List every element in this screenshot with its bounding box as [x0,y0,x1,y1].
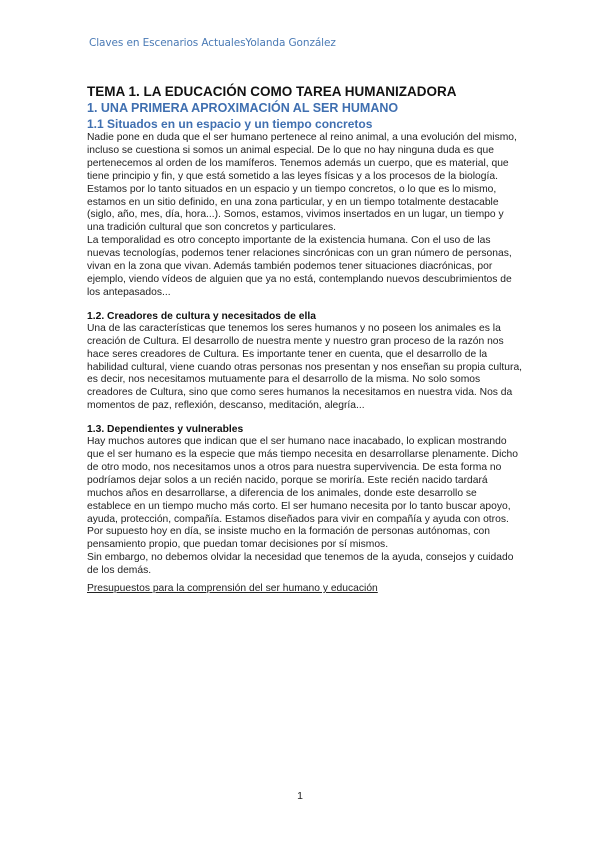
page-number: 1 [297,790,303,802]
paragraph: Una de las características que tenemos los seres humanos y no poseen los animales es la creación de Cultura. El desarrollo de nuestra mente y nuestro gran proceso de la razón nos hace seres creadores de Cultura. Es importante tener en cuenta, que el desarrollo de la habilidad cultural, viene cuando otras personas nos presentan y nos enseñan su propia cultura, es decir, nos necesitamos mutuamente para el desarrollo de la misma. No solo somos creadores de Cultura, sino que como seres humanos la necesitamos en nuestra vida. Nos da momentos de paz, reflexión, descanso, meditación, alegría... [87,322,523,412]
running-header: Claves en Escenarios ActualesYolanda González [89,37,336,49]
subsection-heading-1-1: 1.1 Situados en un espacio y un tiempo concretos [87,117,373,131]
paragraph: Hay muchos autores que indican que el ser humano nace inacabado, lo explican mostrando que el ser humano es la especie que más tiempo necesita en desarrollarse plenamente. Dicho de otro modo, nos necesitamos unos a otros para nuestra supervivencia. De esta forma no podríamos dejar solos a un recién nacido, porque se moriría. Este recién nacido tardará muchos años en desarrollarse, a diferencia de los animales, donde este desarrollo se establece en un tiempo mucho más corto. El ser humano necesita por lo tanto buscar apoyo, ayuda, protección, compañía. Estamos diseñados para vivir en compañía y ayuda con otros. [87,436,519,525]
presupuestos-link[interactable]: Presupuestos para la comprensión del ser humano y educación [87,583,378,595]
paragraph: La temporalidad es otro concepto importante de la existencia humana. Con el uso de las nuevas tecnologías, podemos tener relaciones sincrónicas con un gran número de personas, vivan en la zona que vivan. Además también podemos tener situaciones diacrónicas, por ejemplo, viendo vídeos de alguien que ya no está, contemplando nuevos descubrimientos de los antepasados... [87,235,512,298]
section-heading-1: 1. UNA PRIMERA APROXIMACIÓN AL SER HUMANO [87,101,399,115]
document-body [87,83,523,596]
subsection-heading-1-3: 1.3. Dependientes y vulnerables [87,424,244,436]
paragraph: Por supuesto hoy en día, se insiste mucho en la formación de personas autónomas, con pensamiento propio, que puedan tomar decisiones por sí mismos. [87,526,490,551]
subsection-heading-1-2: 1.2. Creadores de cultura y necesitados de ella [87,310,316,322]
paragraph: Sin embargo, no debemos olvidar la necesidad que tenemos de la ayuda, consejos y cuidado de los demás. [87,552,514,577]
paragraph: Nadie pone en duda que el ser humano pertenece al reino animal, a una evolución del mismo, incluso se cuestiona si somos un animal especial. De lo que no hay ninguna duda es que pertenecemos al orden de los mamíferos. Tenemos además un cuerpo, que es material, que tiene principio y fin, y que está sometido a las leyes físicas y a los procesos de la biología. Estamos por lo tanto situados en un espacio y un tiempo concretos, o lo que es lo mismo, estamos en un sitio definido, en una zona particular, y en un tiempo totalmente destacable (siglo, año, mes, día, hora...). Somos, estamos, vivimos insertados en un lugar, un tiempo y una tradición cultural que son concretos y particulares. [87,132,517,234]
document-title: TEMA 1. LA EDUCACIÓN COMO TAREA HUMANIZADORA [87,84,457,99]
